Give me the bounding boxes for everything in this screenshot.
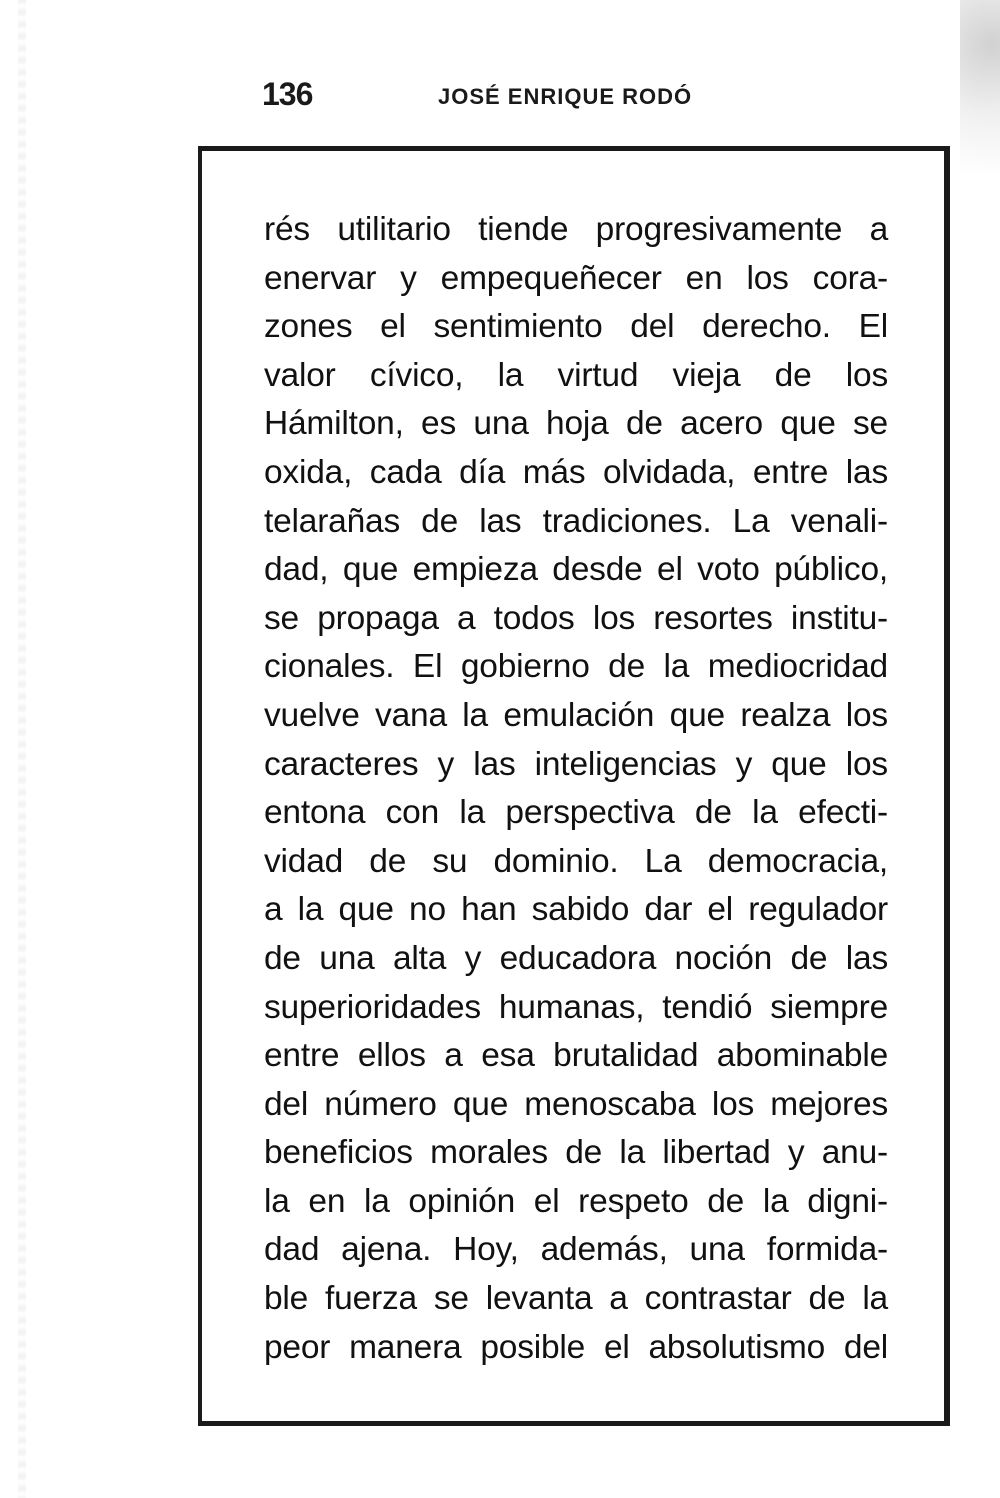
text-line: entre ellos a esa brutalidad abominable [264,1037,888,1075]
text-line: se propaga a todos los resortes institu- [264,599,888,637]
running-head [262,76,742,116]
body-text [264,206,888,1372]
text-line: superioridades humanas, tendió siempre [264,988,888,1026]
text-line: del número que menoscaba los mejores [264,1085,888,1123]
text-line: vidad de su dominio. La democracia, [264,842,888,880]
text-line: valor cívico, la virtud vieja de los [264,356,888,394]
page-number: 136 [262,76,313,112]
text-line: peor manera posible el absolutismo del [264,1328,888,1366]
text-line: beneficios morales de la libertad y anu- [264,1134,888,1172]
running-head-author: JOSÉ ENRIQUE RODÓ [438,84,693,109]
text-line: oxida, cada día más olvidada, entre las [264,453,888,491]
text-line: entona con la perspectiva de la efecti- [264,794,888,832]
scan-edge-left [18,0,26,1498]
text-line: vuelve vana la emulación que realza los [264,696,888,734]
text-line: zones el sentimiento del derecho. El [264,308,888,346]
text-line: dad ajena. Hoy, además, una formida- [264,1231,888,1269]
text-line: ble fuerza se levanta a contrastar de la [264,1280,888,1318]
text-line: cionales. El gobierno de la mediocridad [264,648,888,686]
text-line: la en la opinión el respeto de la digni- [264,1182,888,1220]
text-line: a la que no han sabido dar el regulador [264,891,888,929]
text-line: dad, que empieza desde el voto público, [264,551,888,589]
text-line: rés utilitario tiende progresivamente a [264,211,888,248]
text-line: telarañas de las tradiciones. La venali- [264,502,888,540]
text-line: Hámilton, es una hoja de acero que se [264,405,888,443]
scan-edge-right [960,0,1000,220]
text-line: caracteres y las inteligencias y que los [264,745,888,783]
text-line: de una alta y educadora noción de las [264,939,888,977]
text-line: enervar y empequeñecer en los cora- [264,259,888,297]
